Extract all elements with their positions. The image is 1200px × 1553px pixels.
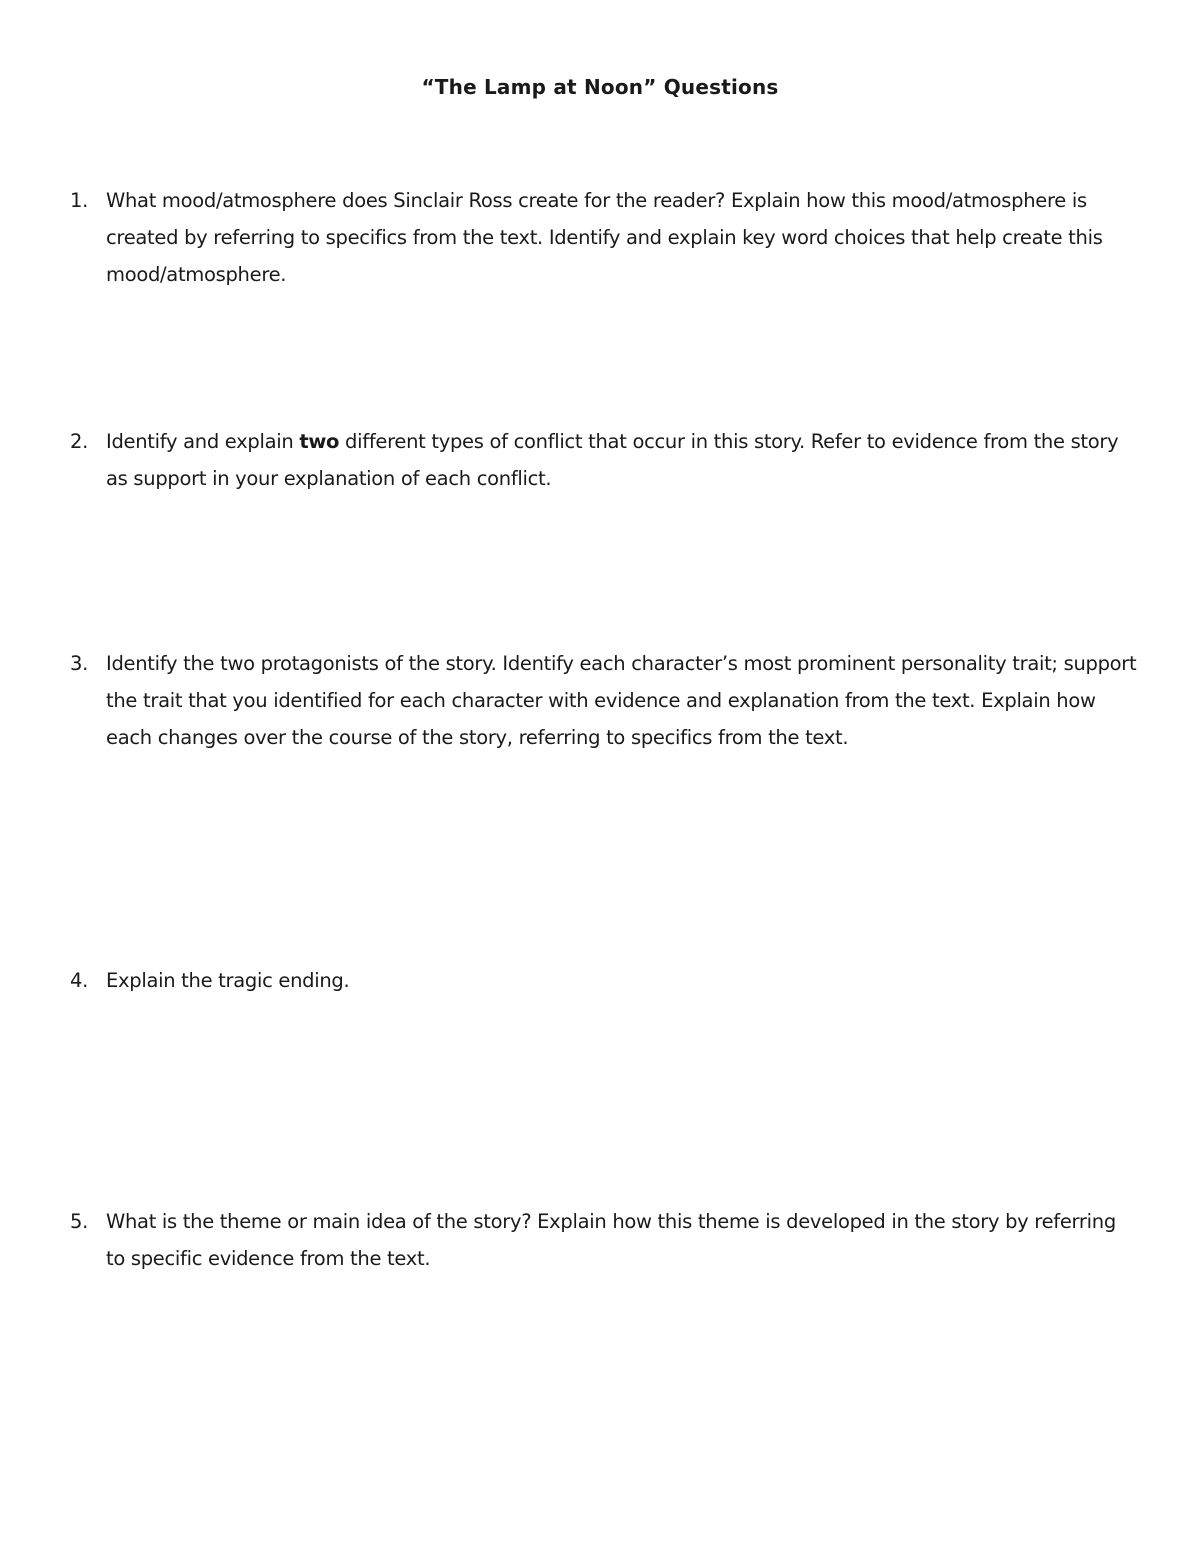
question-2 [70, 423, 1140, 497]
document-title: “The Lamp at Noon” Questions [421, 75, 779, 99]
question-text-part: Identify the two protagonists of the story. Identify each character’s most prominent personality trait; support the trait that you identified for each character with evidence and explanation from the text. Explain how each changes over the course of the story, referring to specifics from the text. [106, 652, 1137, 749]
question-number: 1. [70, 189, 89, 212]
question-text [106, 423, 1140, 497]
question-1 [70, 182, 1140, 293]
question-emphasis: two [299, 430, 340, 453]
question-text [106, 645, 1140, 756]
question-text-part: What mood/atmosphere does Sinclair Ross create for the reader? Explain how this mood/atmosphere is created by referring to specifics from the text. Identify and explain key word choices that help create this mood/atmosphere. [106, 189, 1103, 286]
question-3 [70, 645, 1140, 756]
question-number: 3. [70, 652, 89, 675]
question-text [106, 182, 1140, 293]
question-number: 5. [70, 1210, 89, 1233]
question-text-part: What is the theme or main idea of the story? Explain how this theme is developed in the story by referring to specific evidence from the text. [106, 1210, 1116, 1270]
question-number: 2. [70, 430, 89, 453]
question-text [106, 962, 1140, 999]
question-text [106, 1203, 1140, 1277]
question-text-part: Explain the tragic ending. [106, 969, 350, 992]
question-number: 4. [70, 969, 89, 992]
question-5 [70, 1203, 1140, 1277]
question-text-part: different types of conflict that occur in this story. Refer to evidence from the story as support in your explanation of each conflict. [106, 430, 1119, 490]
question-text-part: Identify and explain [106, 430, 300, 453]
question-4 [70, 962, 1140, 999]
